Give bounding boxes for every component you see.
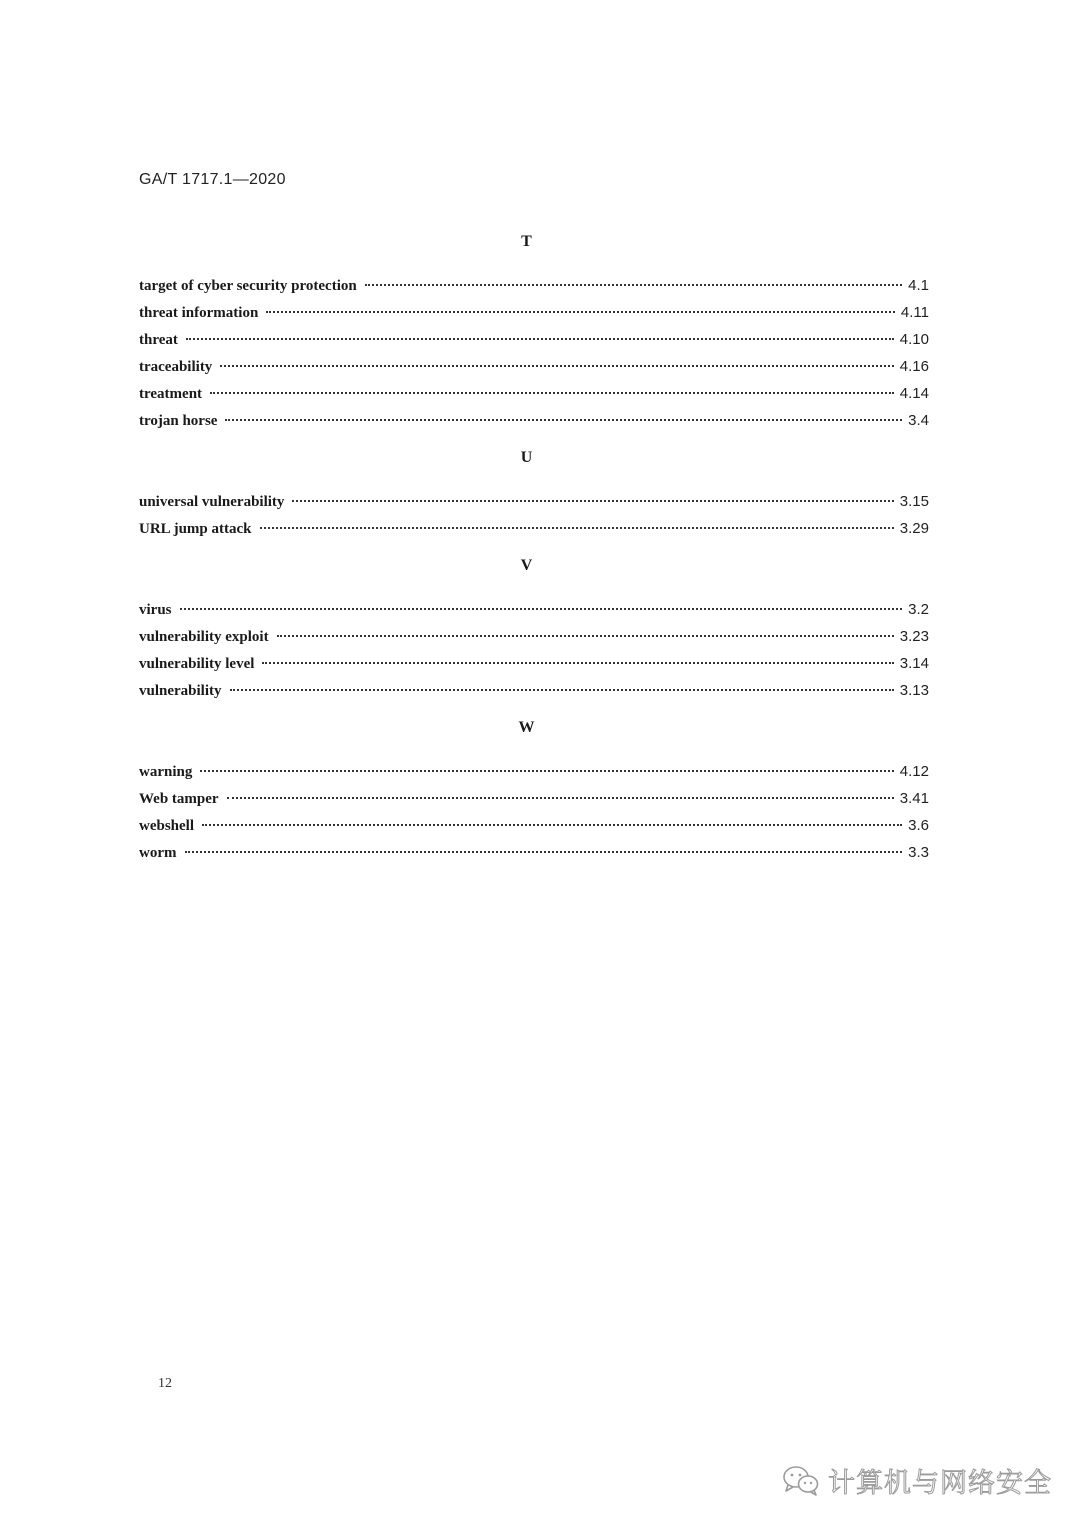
entry-list — [139, 488, 929, 542]
index-entry — [139, 407, 929, 434]
entry-term: URL jump attack — [139, 521, 252, 537]
entry-ref: 3.14 — [899, 655, 929, 672]
index-entry — [139, 623, 929, 650]
index-section-v — [139, 556, 929, 704]
index-entry — [139, 650, 929, 677]
index-entry — [139, 596, 929, 623]
entry-ref: 4.10 — [899, 331, 929, 348]
entry-ref: 3.3 — [908, 844, 929, 861]
entry-ref: 4.1 — [908, 277, 929, 294]
entry-term: universal vulnerability — [139, 494, 285, 510]
section-letter: W — [518, 719, 535, 736]
entry-term: traceability — [139, 359, 213, 375]
entry-ref: 4.16 — [899, 358, 929, 375]
section-letter: T — [521, 233, 532, 250]
entry-list — [139, 596, 929, 704]
dot-leader — [260, 527, 894, 529]
entry-term: Web tamper — [139, 791, 219, 807]
index-entry — [139, 677, 929, 704]
entry-term: vulnerability level — [139, 656, 255, 672]
entry-term: threat — [139, 332, 178, 348]
dot-leader — [186, 338, 894, 340]
entry-term: vulnerability exploit — [139, 629, 269, 645]
index-section-w — [139, 718, 929, 866]
dot-leader — [180, 608, 903, 610]
entry-ref: 3.4 — [908, 412, 929, 429]
index-entry — [139, 380, 929, 407]
entry-term: treatment — [139, 386, 203, 402]
index-entry — [139, 353, 929, 380]
dot-leader — [225, 419, 902, 421]
entry-term: target of cyber security protection — [139, 278, 357, 294]
index-entry — [139, 758, 929, 785]
entry-list — [139, 272, 929, 434]
index-entry — [139, 326, 929, 353]
section-letter: U — [520, 449, 533, 466]
dot-leader — [227, 797, 894, 799]
wechat-icon — [782, 1464, 820, 1496]
entry-term: warning — [139, 764, 193, 780]
entry-term: webshell — [139, 818, 195, 834]
entry-term: vulnerability — [139, 683, 222, 699]
entry-ref: 3.6 — [908, 817, 929, 834]
entry-term: virus — [139, 602, 172, 618]
dot-leader — [292, 500, 893, 502]
index-entry — [139, 812, 929, 839]
document-code: GA/T 1717.1—2020 — [139, 171, 286, 188]
dot-leader — [200, 770, 893, 772]
dot-leader — [220, 365, 893, 367]
entry-list — [139, 758, 929, 866]
dot-leader — [277, 635, 894, 637]
index-section-t — [139, 232, 929, 434]
dot-leader — [202, 824, 902, 826]
index-entry — [139, 839, 929, 866]
entry-ref: 4.12 — [899, 763, 929, 780]
index-entry — [139, 299, 929, 326]
index-entry — [139, 272, 929, 299]
index-entry — [139, 785, 929, 812]
index-entry — [139, 515, 929, 542]
entry-ref: 3.15 — [899, 493, 929, 510]
entry-ref: 3.13 — [899, 682, 929, 699]
index-section-u — [139, 448, 929, 542]
dot-leader — [185, 851, 903, 853]
entry-ref: 3.41 — [899, 790, 929, 807]
entry-ref: 3.29 — [899, 520, 929, 537]
entry-term: threat information — [139, 305, 259, 321]
entry-ref: 4.14 — [899, 385, 929, 402]
section-letter: V — [520, 557, 533, 574]
watermark-text: 计算机与网络安全 — [828, 1467, 1052, 1499]
dot-leader — [365, 284, 902, 286]
page-number: 12 — [158, 1376, 172, 1391]
dot-leader — [266, 311, 895, 313]
entry-ref: 4.11 — [900, 304, 929, 321]
dot-leader — [262, 662, 893, 664]
entry-term: trojan horse — [139, 413, 218, 429]
entry-ref: 3.2 — [908, 601, 929, 618]
entry-term: worm — [139, 845, 177, 861]
dot-leader — [210, 392, 894, 394]
entry-ref: 3.23 — [899, 628, 929, 645]
index-entry — [139, 488, 929, 515]
watermark — [782, 1460, 1052, 1500]
dot-leader — [230, 689, 894, 691]
